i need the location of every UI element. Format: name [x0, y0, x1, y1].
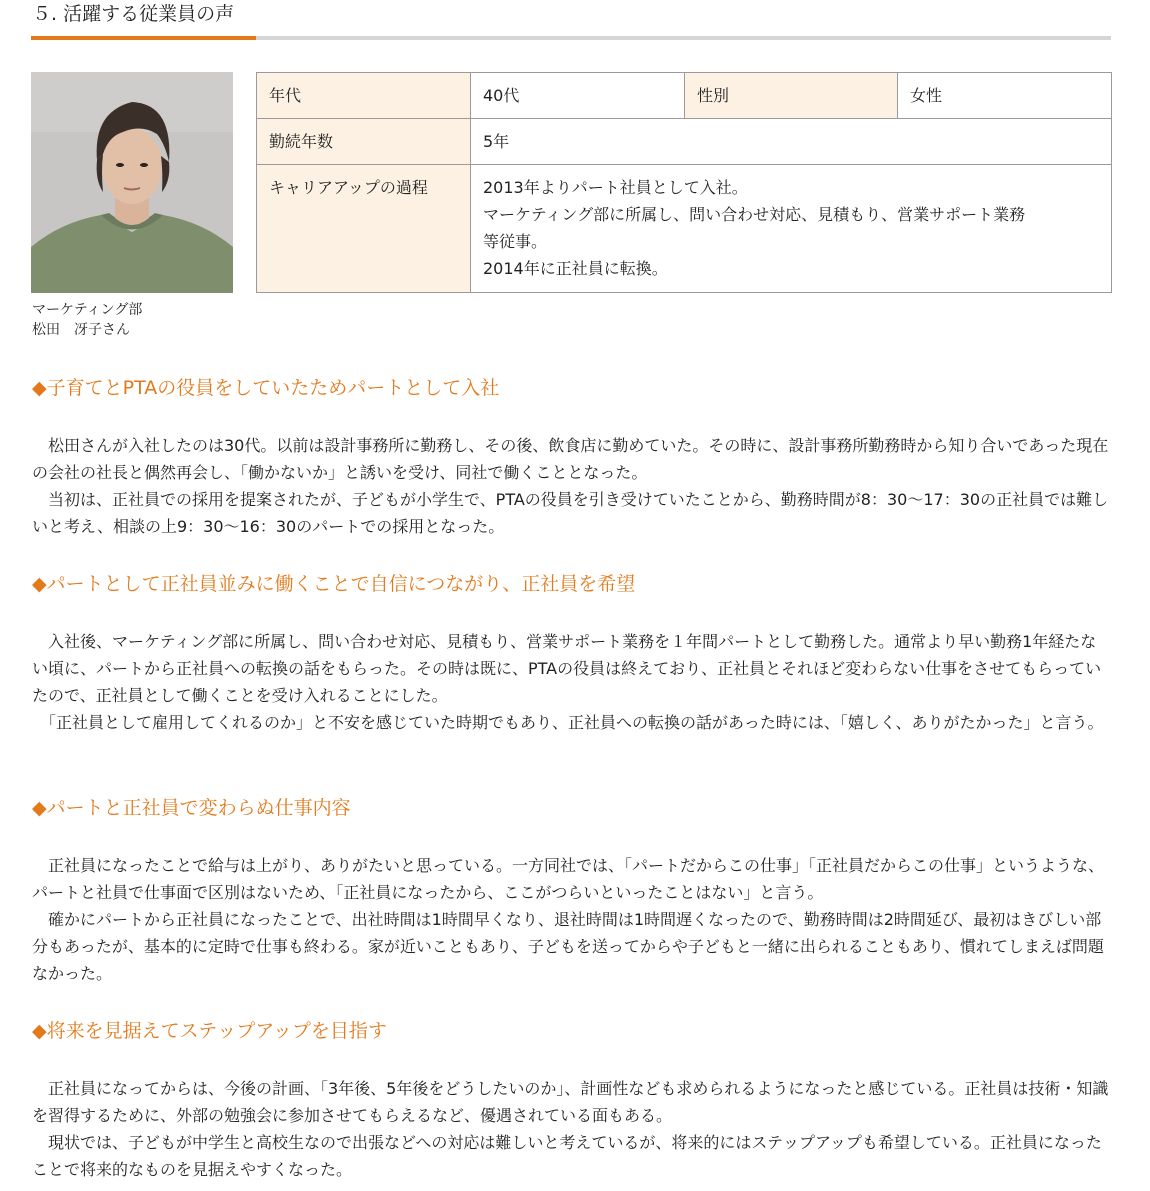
- tenure-value: 5年: [471, 119, 1112, 165]
- employee-department: マーケティング部: [32, 302, 143, 318]
- age-label: 年代: [257, 73, 471, 119]
- gender-label: 性別: [685, 73, 898, 119]
- paragraph: 正社員になってからは、今後の計画、「3年後、5年後をどうしたいのか」、計画性なども求められるようになったと感じている。正社員は技術・知識を習得するために、外部の勉強会に参加させてもらえるなど、優遇されている面もある。: [32, 1079, 1109, 1125]
- section-heading: ◆パートとして正社員並みに働くことで自信につながり、正社員を希望: [32, 573, 636, 595]
- paragraph: 入社後、マーケティング部に所属し、問い合わせ対応、見積もり、営業サポート業務を１年間パートとして勤務した。通常より早い勤務1年経たない頃に、パートから正社員への転換の話をもらった。その時は既に、PTAの役員は終えており、正社員とそれほど変わらない仕事をさせてもらっていたので、正社員として働くことを受け入れることにした。: [32, 632, 1102, 705]
- profile-table: [256, 72, 1112, 293]
- section-body: [32, 432, 1112, 540]
- career-line: 2013年よりパート社員として入社。: [483, 178, 748, 197]
- career-line: 2014年に正社員に転換。: [483, 259, 668, 278]
- employee-name: 松田 冴子さん: [32, 322, 130, 338]
- section-work-content: [32, 794, 1112, 987]
- paragraph: 「正社員として雇用してくれるのか」と不安を感じていた時期でもあり、正社員への転換の話があった時には、「嬉しく、ありがたかった」と言う。: [32, 713, 1104, 732]
- table-row: [257, 73, 1112, 119]
- age-value: 40代: [471, 73, 685, 119]
- photo-caption: [32, 300, 142, 340]
- section-joining: [32, 374, 1112, 540]
- paragraph: 正社員になったことで給与は上がり、ありがたいと思っている。一方同社では、「パートだからこの仕事」「正社員だからこの仕事」というような、パートと社員で仕事面で区別はないため、「正社員になったから、ここがつらいといったことはない」と言う。: [32, 856, 1105, 902]
- table-row: [257, 119, 1112, 165]
- career-value: [471, 165, 1112, 293]
- section-heading: ◆パートと正社員で変わらぬ仕事内容: [32, 797, 351, 819]
- section-step-up: [32, 1017, 1112, 1183]
- paragraph: 確かにパートから正社員になったことで、出社時間は1時間早くなり、退社時間は1時間遅くなったので、勤務時間は2時間延び、最初はきびしい部分もあったが、基本的に定時で仕事も終わる。家が近いこともあり、子どもを送ってからや子どもと一緒に出られることもあり、慣れてしまえば問題なかった。: [32, 910, 1104, 983]
- title-underline: [31, 36, 1111, 40]
- career-line: マーケティング部に所属し、問い合わせ対応、見積もり、営業サポート業務: [483, 205, 1026, 224]
- section-body: [32, 628, 1112, 736]
- career-label: キャリアアップの過程: [257, 165, 471, 293]
- tenure-label: 勤続年数: [257, 119, 471, 165]
- paragraph: 現状では、子どもが中学生と高校生なので出張などへの対応は難しいと考えているが、将来的にはステップアップも希望している。正社員になったことで将来的なものを見据えやすくなった。: [32, 1133, 1102, 1179]
- gender-value: 女性: [898, 73, 1112, 119]
- section-heading: ◆子育てとPTAの役員をしていたためパートとして入社: [32, 377, 500, 399]
- page-title: ５. 活躍する従業員の声: [32, 3, 235, 25]
- employee-photo: [31, 72, 233, 293]
- paragraph: 当初は、正社員での採用を提案されたが、子どもが小学生で、PTAの役員を引き受けていたことから、勤務時間が8：30〜17：30の正社員では難しいと考え、相談の上9：30〜16：30のパートでの採用となった。: [32, 490, 1109, 536]
- section-body: [32, 1075, 1112, 1183]
- section-body: [32, 852, 1112, 987]
- title-underline-accent: [31, 36, 256, 40]
- paragraph: 松田さんが入社したのは30代。以前は設計事務所に勤務し、その後、飲食店に勤めていた。その時に、設計事務所勤務時から知り合いであった現在の会社の社長と偶然再会し、「働かないか」と誘いを受け、同社で働くこととなった。: [32, 436, 1109, 482]
- career-line: 等従事。: [483, 232, 548, 251]
- section-heading: ◆将来を見据えてステップアップを目指す: [32, 1020, 387, 1042]
- section-confidence: [32, 570, 1112, 736]
- table-row: [257, 165, 1112, 293]
